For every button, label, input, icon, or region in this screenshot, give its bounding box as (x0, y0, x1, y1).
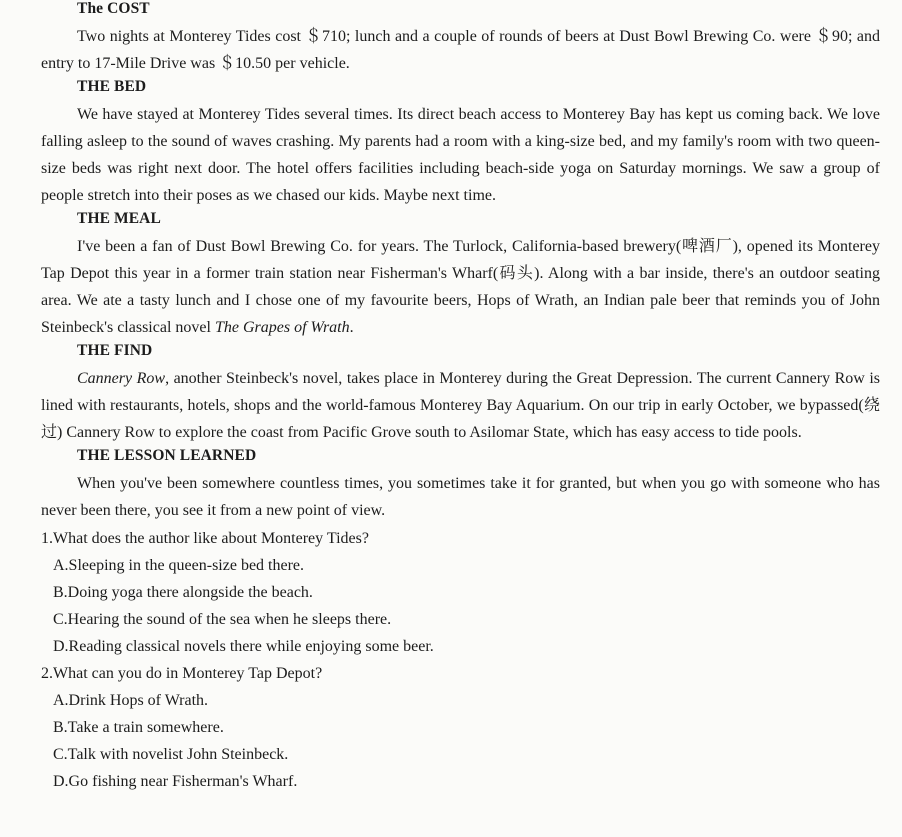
section-heading-find: THE FIND (77, 342, 153, 359)
section-heading-cost: The COST (77, 0, 150, 17)
section-heading-lesson: THE LESSON LEARNED (77, 447, 257, 464)
question-2 (41, 660, 880, 795)
section-bed (41, 76, 880, 209)
section-find (41, 340, 880, 446)
section-heading-bed: THE BED (77, 78, 147, 95)
section-heading-meal: THE MEAL (77, 210, 161, 227)
section-text-meal (41, 233, 880, 341)
answer-option-c: C.Hearing the sound of the sea when he sleeps there. (53, 611, 392, 628)
answer-option-a: A.Sleeping in the queen-size bed there. (53, 557, 305, 574)
section-text-bed: We have stayed at Monterey Tides several times. Its direct beach access to Monterey Bay has kept us coming back. We love falling asleep to the sound of waves crashing. My parents had a room with a king-size bed, and my family's room with two queen-size beds was right next door. The hotel offers facilities including beach-side yoga on Saturday mornings. We saw a group of people stretch into their poses as we chased our kids. Maybe next time. (41, 106, 880, 204)
answer-option-c: C.Talk with novelist John Steinbeck. (53, 746, 289, 763)
find-text-main: , another Steinbeck's novel, takes place in Monterey during the Great Depression. The current Cannery Row is lined with restaurants, hotels, shops and the world-famous Monterey Bay Aquarium. On our trip in early October, we bypassed(绕过) Cannery Row to explore the coast from Pacific Grove south to Asilomar State, which has easy access to tide pools. (41, 370, 881, 441)
answer-option-b: B.Take a train somewhere. (53, 719, 224, 736)
question-stem: 1.What does the author like about Monterey Tides? (41, 530, 369, 547)
section-meal (41, 208, 880, 341)
novel-title-cannery-row: Cannery Row (77, 370, 166, 387)
question-1 (41, 525, 880, 660)
meal-text-main: I've been a fan of Dust Bowl Brewing Co. for years. The Turlock, California-based brewery(啤酒厂), opened its Monterey Tap Depot this year in a former train station near Fisherman's Wharf(码头). Along with a bar inside, there's an outdoor seating area. We ate a tasty lunch and I chose one of my favourite beers, Hops of Wrath, an Indian pale beer that reminds you of John Steinbeck's classical novel (41, 238, 880, 336)
section-lesson (41, 445, 880, 524)
question-stem: 2.What can you do in Monterey Tap Depot? (41, 665, 323, 682)
novel-title-grapes-of-wrath: The Grapes of Wrath (214, 319, 350, 336)
section-text-lesson: When you've been somewhere countless times, you sometimes take it for granted, but when you go with someone who has never been there, you see it from a new point of view. (41, 475, 880, 519)
answer-option-d: D.Go fishing near Fisherman's Wharf. (53, 773, 298, 790)
section-text-cost: Two nights at Monterey Tides cost ＄710; lunch and a couple of rounds of beers at Dust Bowl Brewing Co. were ＄90; and entry to 17-Mile Drive was ＄10.50 per vehicle. (41, 28, 880, 72)
section-cost (41, 0, 880, 77)
answer-option-b: B.Doing yoga there alongside the beach. (53, 584, 313, 601)
meal-text-end: . (349, 319, 354, 336)
answer-option-d: D.Reading classical novels there while enjoying some beer. (53, 638, 434, 655)
answer-option-a: A.Drink Hops of Wrath. (53, 692, 209, 709)
section-text-find (41, 365, 880, 446)
